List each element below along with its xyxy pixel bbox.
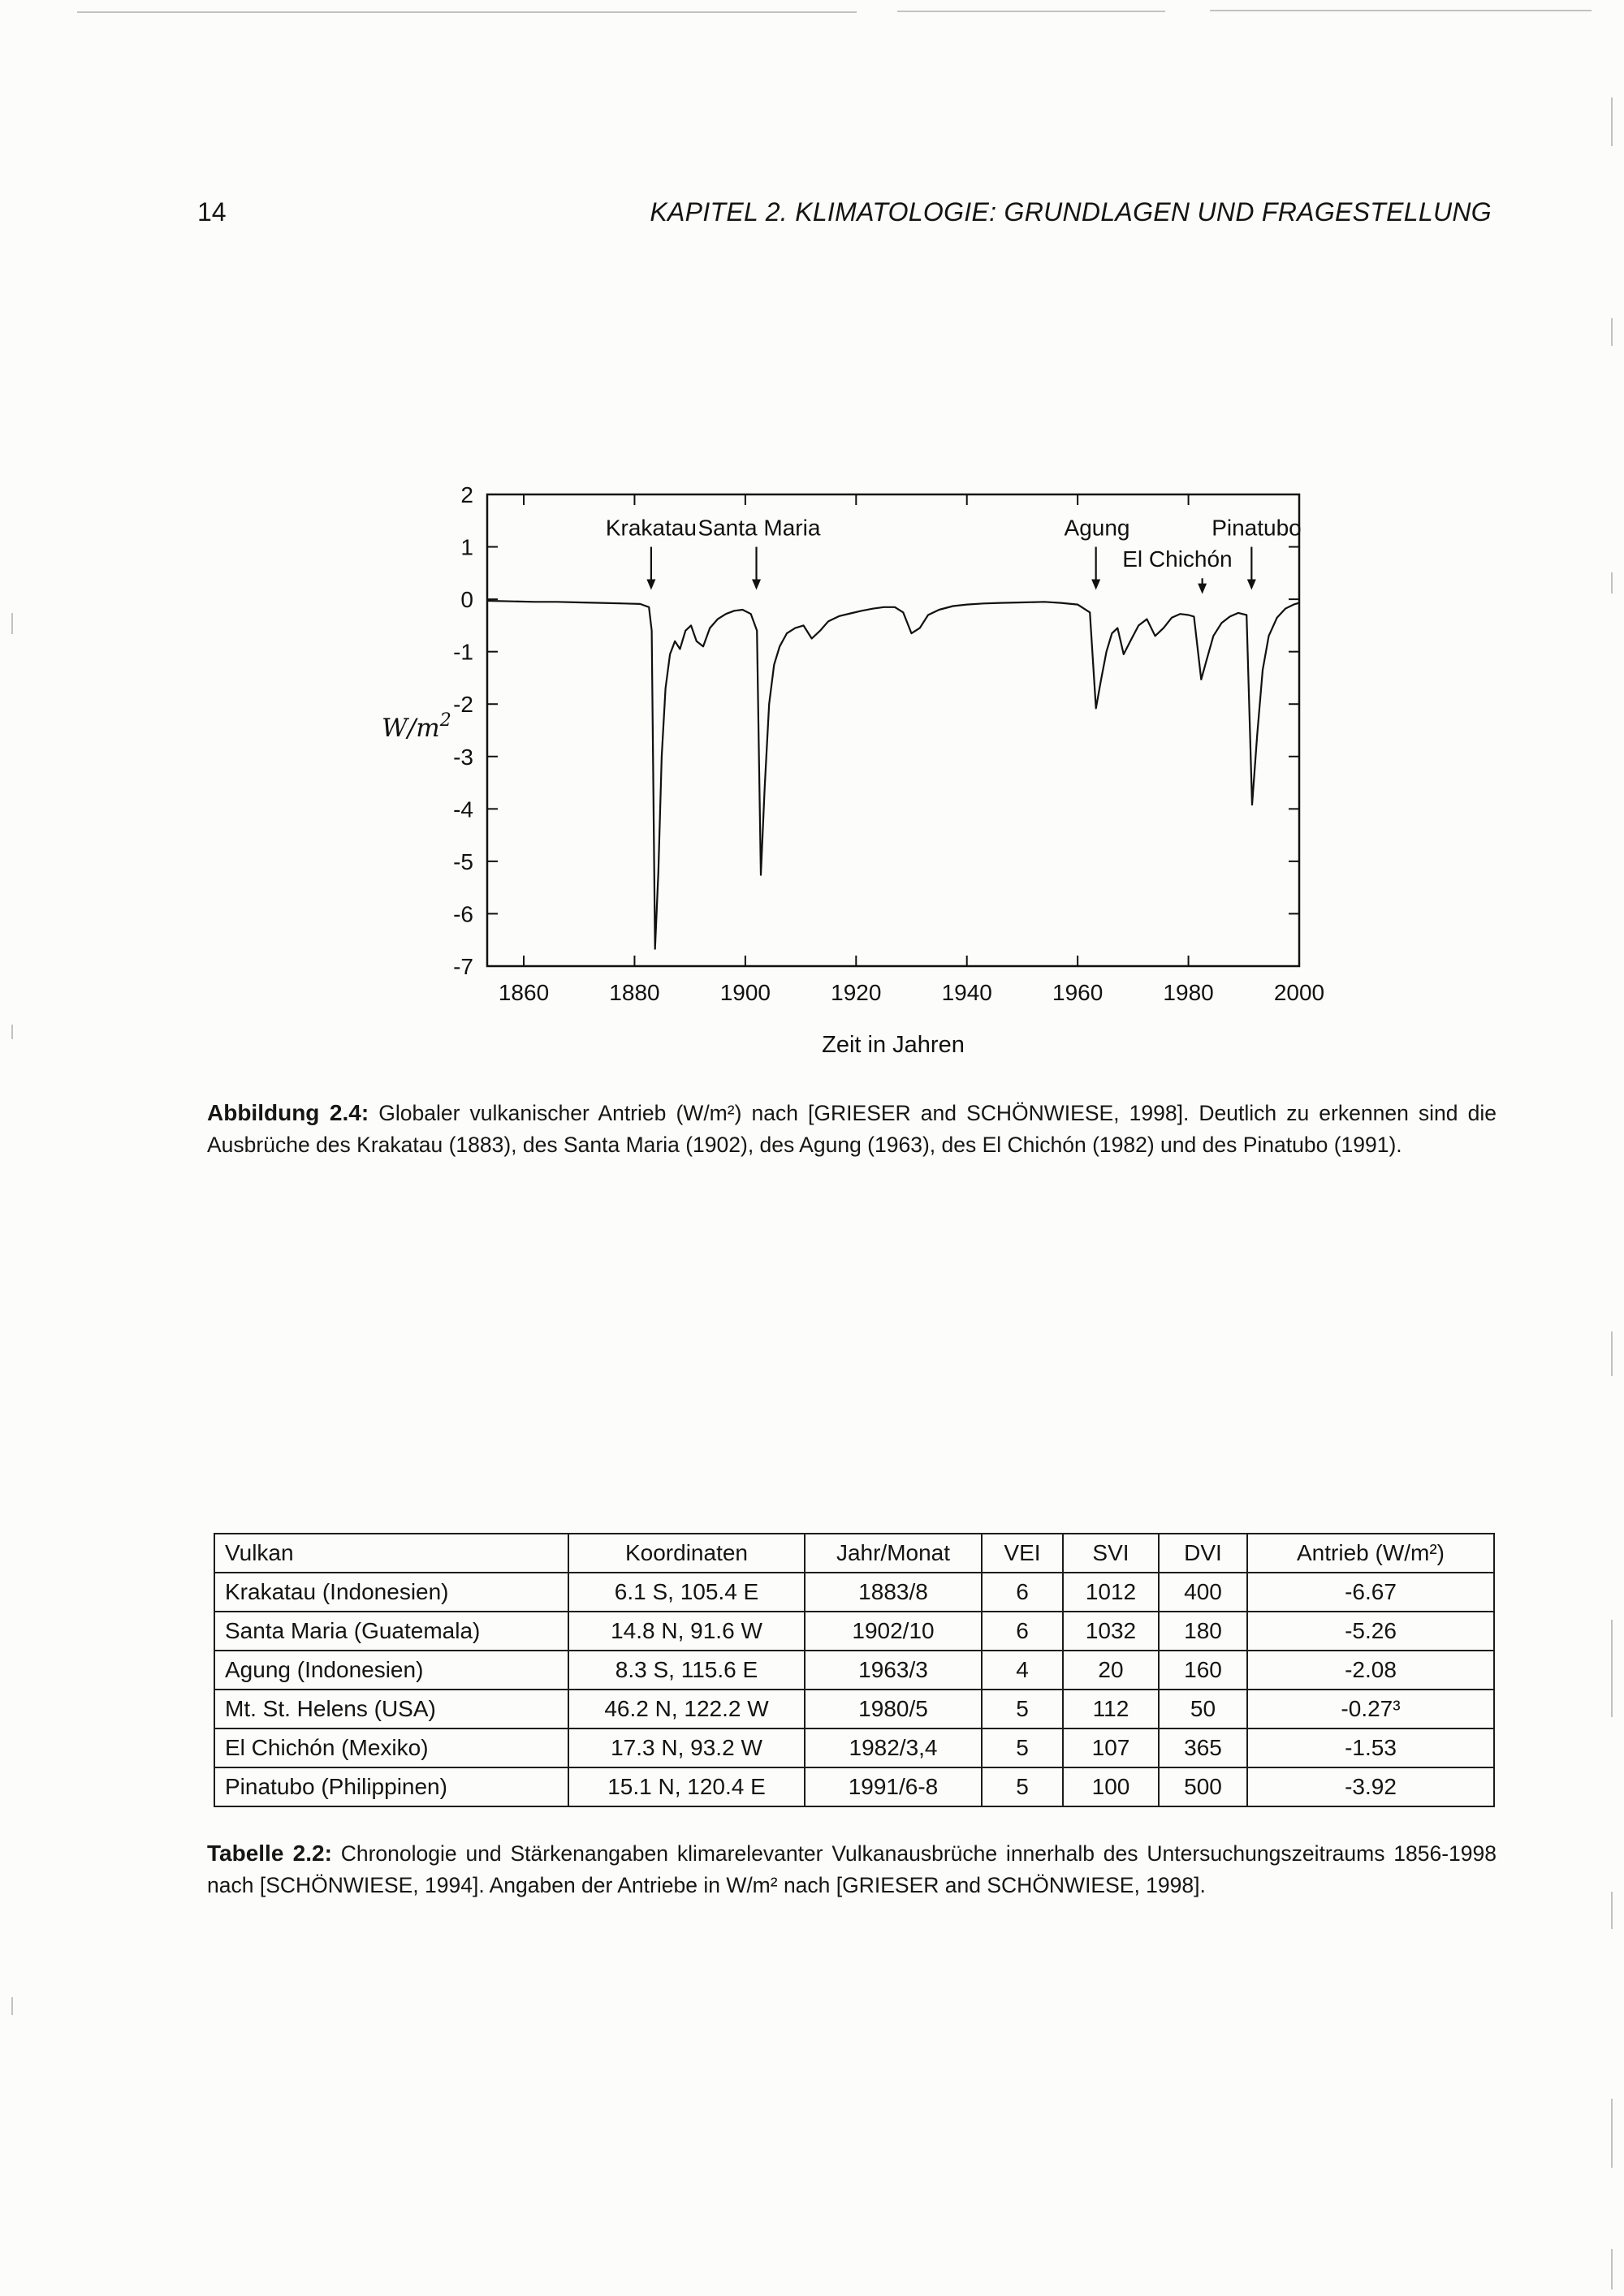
- table-cell: 4: [982, 1651, 1063, 1690]
- column-header: DVI: [1159, 1534, 1247, 1573]
- annotation-arrowhead: [1247, 579, 1256, 589]
- table-cell: -6.67: [1247, 1573, 1494, 1612]
- table-caption-label: Tabelle 2.2:: [207, 1841, 332, 1866]
- scan-artifact: [11, 613, 13, 634]
- table-cell: 46.2 N, 122.2 W: [568, 1690, 805, 1728]
- table-cell: 400: [1159, 1573, 1247, 1612]
- y-tick-label: -3: [453, 744, 473, 770]
- table-cell: 1982/3,4: [805, 1728, 982, 1767]
- x-tick-label: 1920: [831, 980, 882, 1005]
- table-cell: 1980/5: [805, 1690, 982, 1728]
- table-cell: Krakatau (Indonesien): [214, 1573, 568, 1612]
- table-cell: 1032: [1063, 1612, 1159, 1651]
- table-header-row: [214, 1534, 1494, 1573]
- forcing-curve: [488, 601, 1299, 949]
- scan-artifact: [11, 1025, 13, 1039]
- x-tick-label: 1940: [941, 980, 992, 1005]
- annotation-arrowhead: [1091, 579, 1100, 589]
- table-cell: 1902/10: [805, 1612, 982, 1651]
- table-cell: -2.08: [1247, 1651, 1494, 1690]
- table-cell: -1.53: [1247, 1728, 1494, 1767]
- table-cell: 365: [1159, 1728, 1247, 1767]
- x-tick-label: 2000: [1273, 980, 1325, 1005]
- annotation-label: El Chichón: [1122, 546, 1233, 572]
- column-header: VEI: [982, 1534, 1063, 1573]
- y-tick-label: -7: [453, 954, 473, 979]
- x-axis-label: Zeit in Jahren: [822, 1032, 965, 1058]
- table-cell: Mt. St. Helens (USA): [214, 1690, 568, 1728]
- table-cell: 5: [982, 1690, 1063, 1728]
- x-tick-label: 1860: [498, 980, 550, 1005]
- y-tick-label: 1: [460, 534, 473, 560]
- scan-artifact: [1611, 318, 1613, 346]
- scan-artifact: [1611, 97, 1613, 146]
- column-header: Koordinaten: [568, 1534, 805, 1573]
- scan-artifact: [1611, 1892, 1613, 1929]
- table-row: [214, 1728, 1494, 1767]
- column-header: SVI: [1063, 1534, 1159, 1573]
- scan-artifact: [1611, 1620, 1613, 1717]
- column-header: Antrieb (W/m²): [1247, 1534, 1494, 1573]
- x-tick-label: 1960: [1052, 980, 1104, 1005]
- scan-artifact: [897, 11, 1165, 12]
- figure-caption-text: Globaler vulkanischer Antrieb (W/m²) nach [GRIESER and SCHÖNWIESE, 1998]. Deutlich zu erkennen sind die Ausbrüche des Krakatau (1883), des Santa Maria (1902), des Agung (1963), des El Chichón (1982) und des Pinatubo (1991).: [207, 1101, 1497, 1158]
- table-cell: 500: [1159, 1767, 1247, 1806]
- y-tick-label: -1: [453, 639, 473, 665]
- table-cell: 20: [1063, 1651, 1159, 1690]
- x-tick-label: 1900: [719, 980, 771, 1005]
- table-cell: 5: [982, 1728, 1063, 1767]
- table-row: [214, 1651, 1494, 1690]
- column-header: Jahr/Monat: [805, 1534, 982, 1573]
- table-row: [214, 1690, 1494, 1728]
- table-cell: 160: [1159, 1651, 1247, 1690]
- y-tick-label: -5: [453, 848, 473, 874]
- figure-caption-label: Abbildung 2.4:: [207, 1100, 369, 1125]
- scan-artifact: [1611, 1331, 1613, 1376]
- table-cell: 14.8 N, 91.6 W: [568, 1612, 805, 1651]
- annotation-label: Krakatau: [605, 515, 697, 541]
- table-cell: 1991/6-8: [805, 1767, 982, 1806]
- table-cell: 180: [1159, 1612, 1247, 1651]
- table-cell: Agung (Indonesien): [214, 1651, 568, 1690]
- y-axis-label: $W/m^2$: [382, 710, 451, 743]
- table-cell: 5: [982, 1767, 1063, 1806]
- table-cell: 107: [1063, 1728, 1159, 1767]
- column-header: Vulkan: [214, 1534, 568, 1573]
- annotation-arrowhead: [1198, 584, 1207, 594]
- volcano-table: [214, 1533, 1495, 1807]
- scan-artifact: [1611, 2249, 1613, 2290]
- x-tick-label: 1980: [1163, 980, 1214, 1005]
- table-row: [214, 1767, 1494, 1806]
- table-caption: [207, 1836, 1497, 1901]
- annotation-label: Agung: [1064, 515, 1130, 541]
- page-number: 14: [197, 197, 227, 227]
- scan-artifact: [77, 11, 857, 13]
- table-row: [214, 1573, 1494, 1612]
- table-cell: Santa Maria (Guatemala): [214, 1612, 568, 1651]
- chapter-header: KAPITEL 2. KLIMATOLOGIE: GRUNDLAGEN UND FRAGESTELLUNG: [650, 197, 1492, 227]
- x-tick-label: 1880: [609, 980, 660, 1005]
- annotation-label: Santa Maria: [698, 515, 821, 541]
- annotation-label: Pinatubo: [1212, 515, 1302, 541]
- table-cell: -5.26: [1247, 1612, 1494, 1651]
- y-tick-label: -4: [453, 796, 473, 822]
- table-cell: -0.27³: [1247, 1690, 1494, 1728]
- table-cell: 6: [982, 1573, 1063, 1612]
- annotation-arrowhead: [646, 579, 655, 589]
- y-tick-label: -2: [453, 692, 473, 718]
- y-tick-label: 2: [460, 482, 473, 507]
- table-cell: 8.3 S, 115.6 E: [568, 1651, 805, 1690]
- y-tick-label: 0: [460, 587, 473, 613]
- table-cell: 50: [1159, 1690, 1247, 1728]
- table-cell: 17.3 N, 93.2 W: [568, 1728, 805, 1767]
- table-cell: Pinatubo (Philippinen): [214, 1767, 568, 1806]
- y-tick-label: -6: [453, 901, 473, 927]
- scan-artifact: [1611, 572, 1613, 593]
- table-cell: 1963/3: [805, 1651, 982, 1690]
- table-caption-text: Chronologie und Stärkenangaben klimarelevanter Vulkanausbrüche innerhalb des Untersuchungszeitraums 1856-1998 nach [SCHÖNWIESE, 1994]. Angaben der Antriebe in W/m² nach [GRIESER and SCHÖNWIESE, 1998].: [207, 1841, 1497, 1898]
- scan-artifact: [1611, 2099, 1613, 2168]
- table-cell: 6.1 S, 105.4 E: [568, 1573, 805, 1612]
- table-cell: 1012: [1063, 1573, 1159, 1612]
- table-cell: 100: [1063, 1767, 1159, 1806]
- table-cell: 112: [1063, 1690, 1159, 1728]
- annotation-arrowhead: [752, 579, 761, 589]
- table-cell: 6: [982, 1612, 1063, 1651]
- table-cell: -3.92: [1247, 1767, 1494, 1806]
- scan-artifact: [11, 1997, 13, 2015]
- table-cell: El Chichón (Mexiko): [214, 1728, 568, 1767]
- figure-caption: [207, 1096, 1497, 1161]
- scan-artifact: [1210, 10, 1592, 11]
- table-row: [214, 1612, 1494, 1651]
- table-cell: 15.1 N, 120.4 E: [568, 1767, 805, 1806]
- volcanic-forcing-chart: [341, 455, 1380, 1096]
- table-cell: 1883/8: [805, 1573, 982, 1612]
